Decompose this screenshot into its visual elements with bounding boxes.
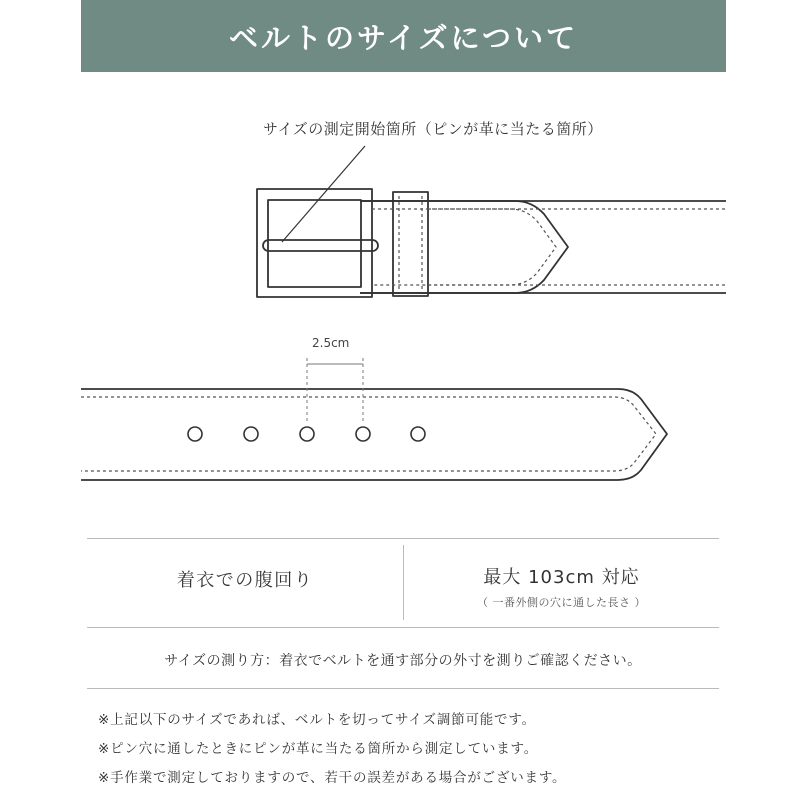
- waist-label: 着衣での腹回り: [176, 570, 314, 591]
- belt-hole-4: [356, 427, 370, 441]
- belt-hole-2: [244, 427, 258, 441]
- loop-stitching: [399, 196, 422, 292]
- measurement-start-label: サイズの測定開始箇所（ピンが革に当たる箇所）: [263, 120, 603, 138]
- max-size-value: 最大 103cm 対応: [483, 567, 640, 588]
- belt-strap-top: [360, 201, 726, 293]
- note-2: ※ピン穴に通したときにピンが革に当たる箇所から測定しています。: [98, 741, 539, 757]
- divider-top: [87, 538, 719, 539]
- buckle-inner: [268, 200, 361, 287]
- belt-loop: [393, 192, 428, 296]
- belt-strap-bottom: [81, 389, 667, 480]
- divider-middle: [87, 627, 719, 628]
- note-3: ※手作業で測定しておりますので、若干の誤差がある場合がございます。: [98, 770, 567, 786]
- belt-hole-1: [188, 427, 202, 441]
- max-size-note: （ 一番外側の穴に通した長さ ）: [477, 596, 646, 609]
- belt-hole-5: [411, 427, 425, 441]
- stitching-bottom: [81, 397, 656, 471]
- note-1: ※上記以下のサイズであれば、ベルトを切ってサイズ調節可能です。: [98, 712, 536, 728]
- belt-tip-top: [360, 201, 568, 293]
- hole-spacing-label: 2.5cm: [312, 336, 350, 350]
- divider-bottom: [87, 688, 719, 689]
- belt-hole-3: [300, 427, 314, 441]
- measurement-method: サイズの測り方：着衣でベルトを通す部分の外寸を測りご確認ください。: [164, 653, 642, 669]
- page-title: ベルトのサイズについて: [228, 20, 579, 55]
- callout-leader-line: [282, 146, 365, 242]
